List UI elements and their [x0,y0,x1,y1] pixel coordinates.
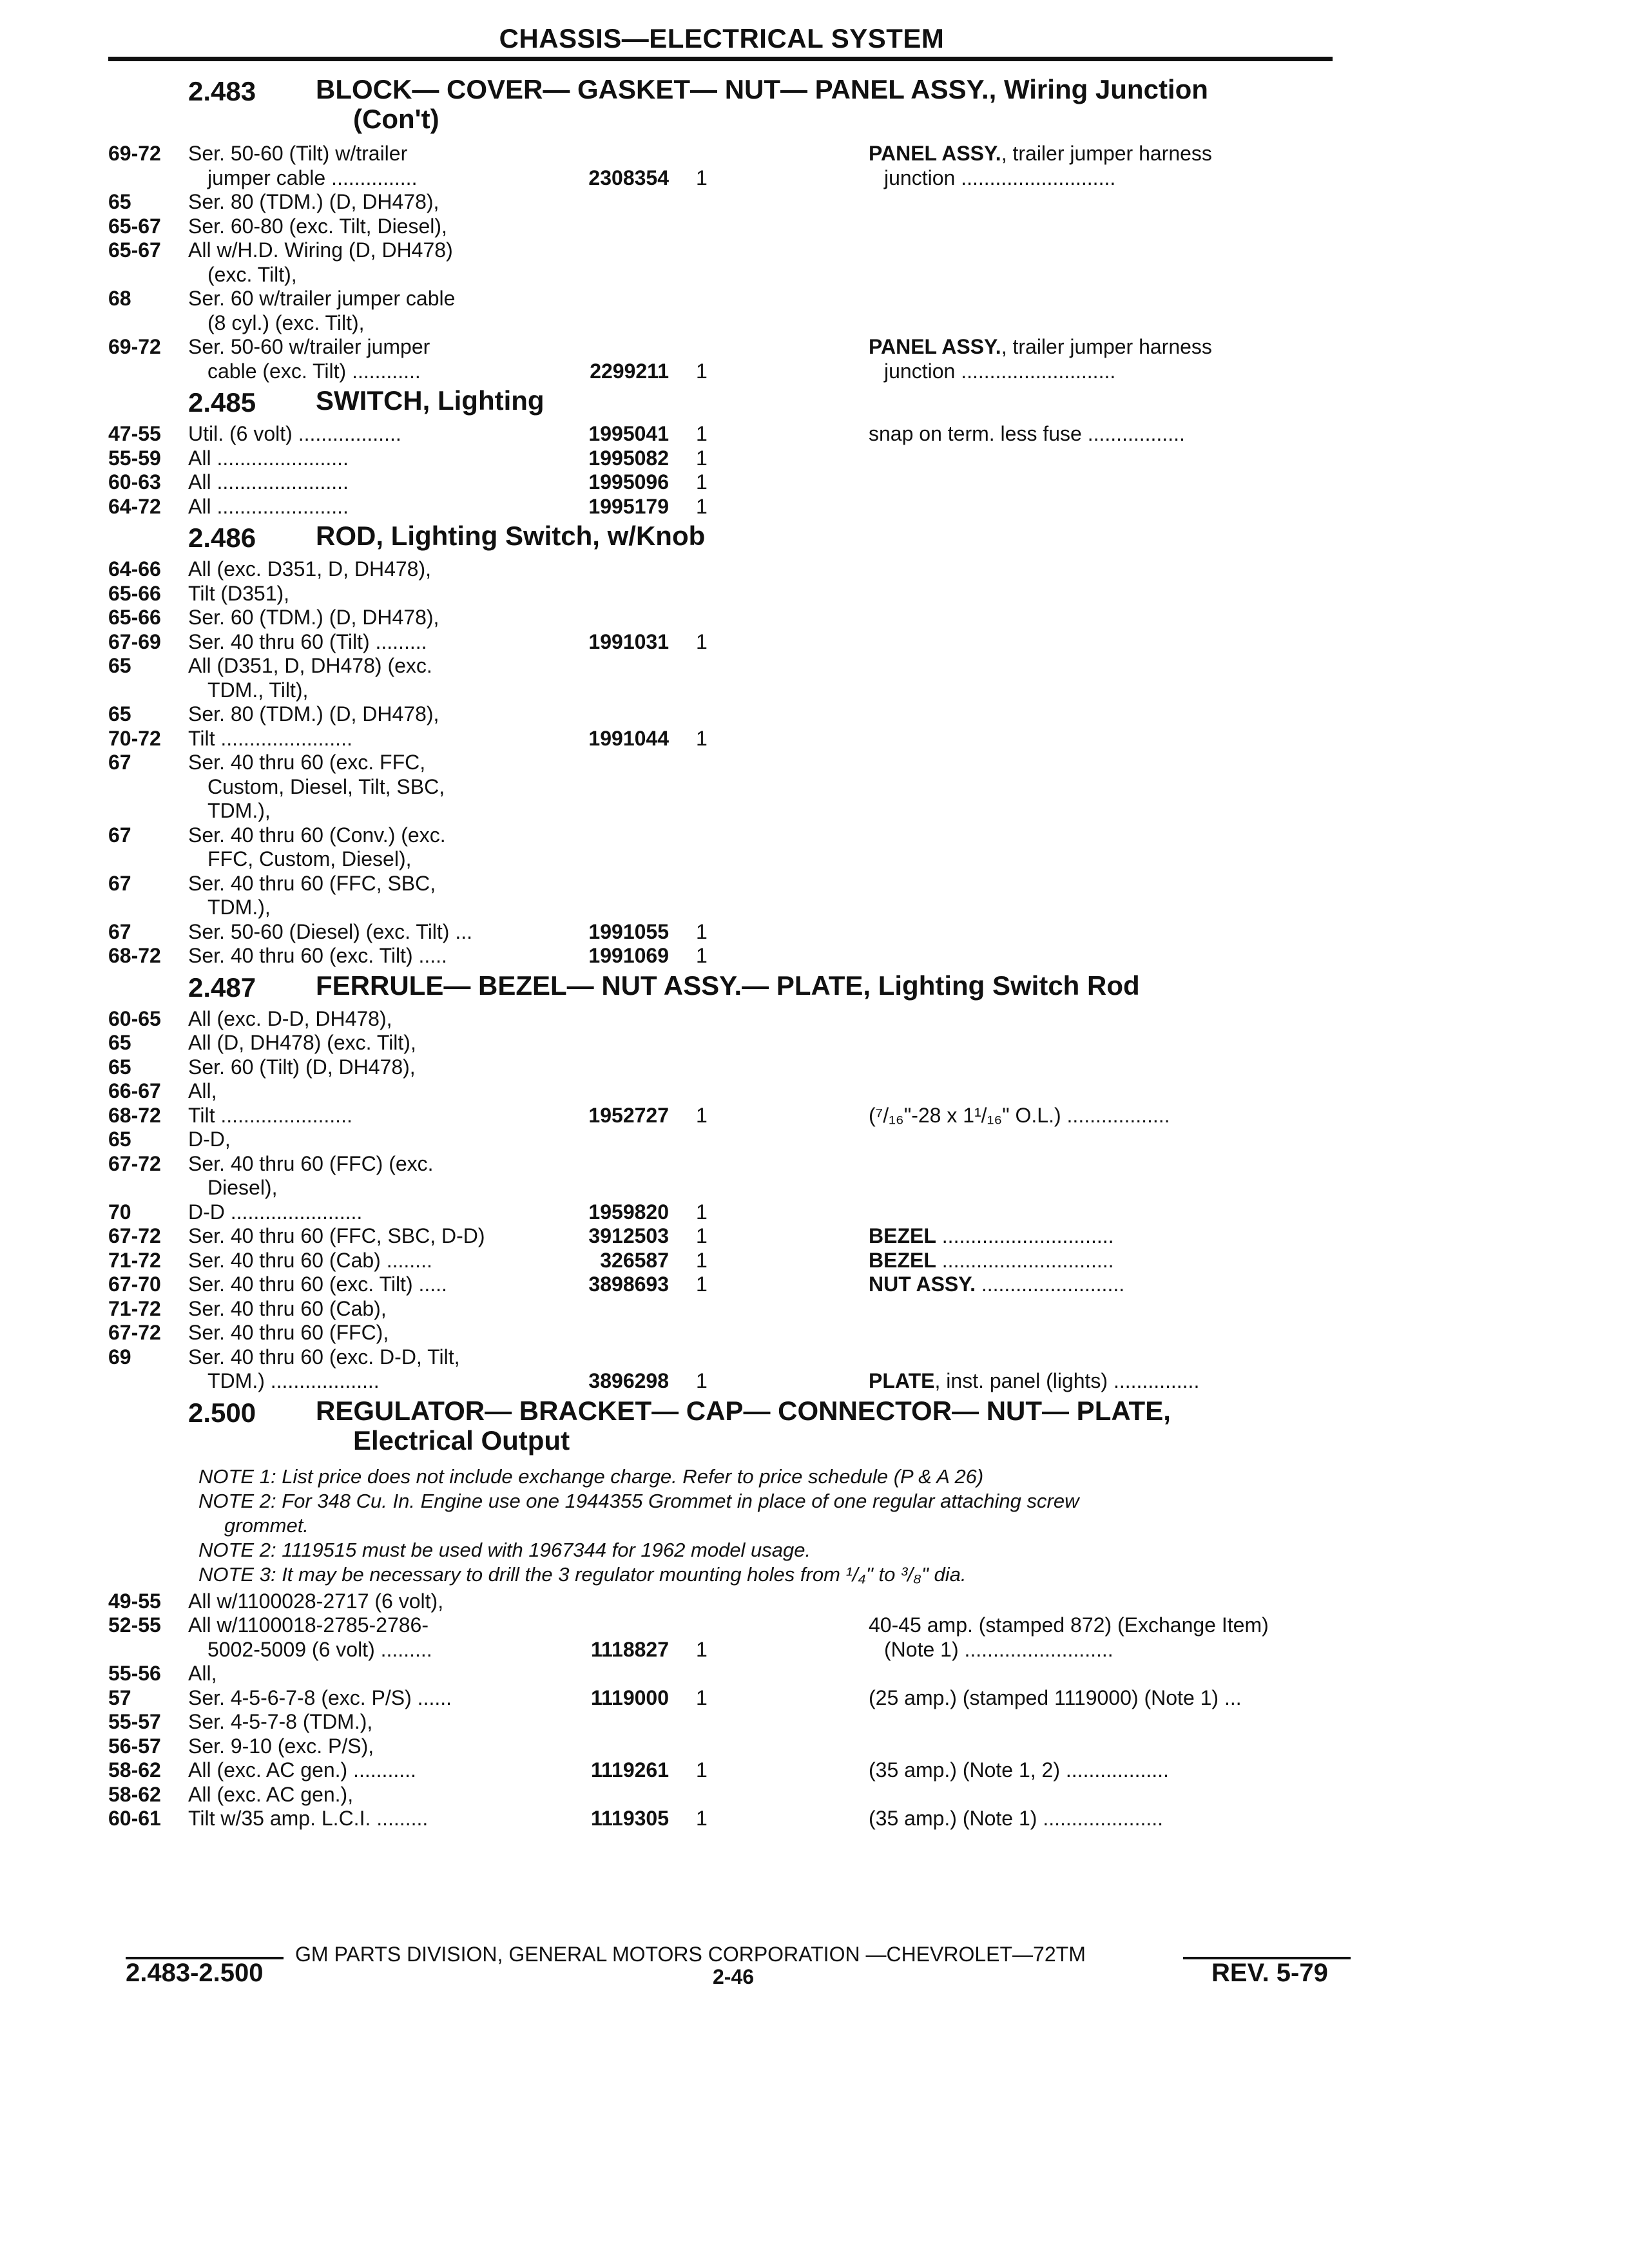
year-range: 52-55 [108,1613,161,1637]
description-part-name: PLATE [869,1369,935,1392]
parts-row [0,944,1629,968]
year-range: 47-55 [108,422,161,445]
application: Ser. 60-80 (exc. Tilt, Diesel), [188,214,447,238]
quantity: 1 [696,359,708,383]
description-text: ......................... [975,1273,1125,1296]
quantity: 1 [696,422,708,445]
description [884,1638,1113,1662]
application: Ser. 80 (TDM.) (D, DH478), [188,190,439,213]
part-number: 1119000 [590,1686,669,1709]
parts-row [0,1807,1629,1831]
application: Tilt ....................... [188,726,352,750]
description-text: (35 amp.) (Note 1) ..................... [869,1807,1164,1830]
application: Custom, Diesel, Tilt, SBC, [207,774,445,798]
part-number: 1118827 [590,1637,669,1661]
description-text: .............................. [936,1248,1114,1272]
description-text: .............................. [936,1224,1114,1247]
application: D-D, [188,1128,231,1151]
description-text: (Note 1) .......................... [884,1637,1113,1661]
section-title-text: REGULATOR— BRACKET— CAP— CONNECTOR— NUT— PLATE, [316,1395,1171,1426]
application: Ser. 40 thru 60 (Cab) ........ [188,1248,432,1272]
note [198,1538,1307,1562]
application: All (exc. D-D, DH478), [188,1006,392,1030]
parts-row [0,1224,1629,1249]
application: All ....................... [188,470,349,494]
description-text: junction ........................... [884,166,1116,189]
application: TDM.), [207,896,271,919]
year-range: 67-69 [108,629,161,653]
footer-page-number: 2-46 [713,1965,755,1988]
parts-row [0,1007,1629,1032]
application: Ser. 4-5-7-8 (TDM.), [188,1710,373,1733]
parts-row [0,1735,1629,1759]
application: Ser. 80 (TDM.) (D, DH478), [188,702,439,726]
description [869,1273,1124,1297]
parts-row [0,447,1629,471]
application: (8 cyl.) (exc. Tilt), [207,311,365,334]
year-range: 68-72 [108,1103,161,1127]
parts-row [0,557,1629,582]
section-title-text: FERRULE— BEZEL— NUT ASSY.— PLATE, Lighting Switch Rod [316,970,1140,1001]
part-number: 1991055 [588,919,669,943]
part-number: 2299211 [590,359,669,383]
year-range: 65 [108,654,131,677]
part-number: 1995082 [588,446,669,470]
description-text: snap on term. less fuse ................. [869,422,1185,445]
section-title-text: ROD, Lighting Switch, w/Knob [316,521,706,551]
parts-row [0,238,1629,263]
part-number: 326587 [600,1248,669,1272]
part-number: 1119261 [590,1758,669,1782]
quantity: 1 [696,1224,708,1247]
section-number: 2.486 [188,523,256,553]
year-range: 64-66 [108,557,161,581]
year-range: 70-72 [108,726,161,750]
parts-row [0,142,1629,166]
year-range: 65-66 [108,606,161,629]
application: TDM., Tilt), [207,678,309,702]
parts-row [0,335,1629,360]
parts-row [0,751,1629,775]
note [198,1465,1307,1489]
section-title-text: BLOCK— COVER— GASKET— NUT— PANEL ASSY., Wiring Junction [316,74,1208,104]
quantity: 1 [696,494,708,518]
application: jumper cable ............... [207,166,418,189]
application: All (exc. AC gen.) ........... [188,1758,416,1782]
quantity: 1 [696,166,708,189]
part-number: 1995041 [588,422,669,445]
year-range: 67-72 [108,1224,161,1247]
year-range: 65 [108,1055,131,1079]
parts-row [0,847,1629,872]
footer-revision: REV. 5-79 [1211,1959,1328,1987]
parts-row [0,775,1629,800]
quantity: 1 [696,1248,708,1272]
description [869,1807,1163,1831]
year-range: 67-72 [108,1151,161,1175]
section-number: 2.483 [188,76,256,106]
parts-row [0,263,1629,287]
year-range: 65-67 [108,238,161,262]
parts-row [0,1710,1629,1735]
section-header [0,1394,1629,1463]
year-range: 57 [108,1686,131,1709]
year-range: 68 [108,287,131,310]
quantity: 1 [696,470,708,494]
year-range: 65 [108,1031,131,1054]
quantity: 1 [696,1369,708,1392]
quantity: 1 [696,726,708,750]
parts-row [0,1200,1629,1225]
application: Ser. 50-60 (Tilt) w/trailer [188,142,408,165]
parts-row [0,1249,1629,1273]
year-range: 67 [108,919,131,943]
application: 5002-5009 (6 volt) ......... [207,1637,432,1661]
section-title [316,971,1321,1001]
year-range: 60-65 [108,1006,161,1030]
section-header [0,519,1629,557]
parts-row [0,896,1629,920]
description-part-name: NUT ASSY. [869,1273,976,1296]
part-number: 1952727 [588,1103,669,1127]
year-range: 69-72 [108,142,161,165]
description [869,1249,1114,1273]
parts-row [0,1297,1629,1321]
parts-row [0,654,1629,678]
parts-row [0,190,1629,215]
year-range: 60-61 [108,1807,161,1830]
section-title [316,75,1321,134]
description-part-name: PANEL ASSY. [869,142,1001,165]
section-number: 2.485 [188,387,256,418]
application: Ser. 4-5-6-7-8 (exc. P/S) ...... [188,1686,452,1709]
description [869,1369,1199,1394]
application: Ser. 40 thru 60 (exc. Tilt) ..... [188,1273,447,1296]
parts-row [0,582,1629,606]
application: Ser. 40 thru 60 (Conv.) (exc. [188,823,446,847]
part-number: 3896298 [588,1369,669,1392]
application: Ser. 40 thru 60 (exc. D-D, Tilt, [188,1345,460,1369]
year-range: 56-57 [108,1734,161,1758]
section-header [0,968,1629,1007]
application: Ser. 60 w/trailer jumper cable [188,287,456,310]
parts-row [0,360,1629,384]
parts-row [0,1128,1629,1152]
application: Ser. 50-60 w/trailer jumper [188,335,430,358]
parts-row [0,1783,1629,1807]
application: All, [188,1079,217,1102]
description-text: (35 amp.) (Note 1, 2) .................. [869,1758,1169,1782]
note-text: NOTE 1: List price does not include exchange charge. Refer to price schedule (P & A 26) [198,1465,984,1488]
parts-row [0,678,1629,703]
year-range: 55-59 [108,446,161,470]
quantity: 1 [696,629,708,653]
year-range: 65 [108,702,131,726]
application: Ser. 40 thru 60 (FFC, SBC, D-D) [188,1224,485,1247]
parts-row [0,1104,1629,1128]
year-range: 69-72 [108,335,161,358]
part-number: 1995096 [588,470,669,494]
application: Ser. 60 (TDM.) (D, DH478), [188,606,439,629]
year-range: 70 [108,1200,131,1224]
application: All (D351, D, DH478) (exc. [188,654,432,677]
application: Ser. 40 thru 60 (FFC, SBC, [188,871,436,895]
parts-row [0,1686,1629,1711]
parts-row [0,1152,1629,1177]
quantity: 1 [696,944,708,967]
description-text: , trailer jumper harness [1001,335,1212,358]
parts-row [0,823,1629,848]
year-range: 65-66 [108,581,161,605]
year-range: 69 [108,1345,131,1369]
part-number: 1119305 [590,1807,669,1830]
description [869,422,1185,447]
application: All w/1100028-2717 (6 volt), [188,1589,444,1613]
year-range: 58-62 [108,1782,161,1806]
application: Ser. 50-60 (Diesel) (exc. Tilt) ... [188,919,473,943]
header-rule [108,57,1333,61]
application: (exc. Tilt), [207,262,297,286]
application: TDM.), [207,799,271,822]
parts-row [0,1031,1629,1055]
section-title [316,521,1321,551]
year-range: 65-67 [108,214,161,238]
description [869,335,1212,360]
quantity: 1 [696,1807,708,1830]
application: All ....................... [188,446,349,470]
application: Tilt w/35 amp. L.C.I. ......... [188,1807,429,1830]
application: All (exc. D351, D, DH478), [188,557,432,581]
application: All w/H.D. Wiring (D, DH478) [188,238,453,262]
year-range: 55-57 [108,1710,161,1733]
application: Ser. 40 thru 60 (Tilt) ......... [188,629,427,653]
year-range: 67 [108,823,131,847]
parts-row [0,287,1629,311]
year-range: 49-55 [108,1589,161,1613]
section-number: 2.487 [188,972,256,1003]
quantity: 1 [696,1273,708,1296]
quantity: 1 [696,446,708,470]
description [884,360,1115,384]
parts-row [0,702,1629,727]
parts-listing [0,72,1629,1831]
year-range: 68-72 [108,944,161,967]
application: All ....................... [188,494,349,518]
parts-row [0,606,1629,630]
section-title-continued: Electrical Output [353,1425,570,1456]
year-range: 64-72 [108,494,161,518]
part-number: 1991031 [588,629,669,653]
description-text: 40-45 amp. (stamped 872) (Exchange Item) [869,1613,1269,1637]
year-range: 58-62 [108,1758,161,1782]
year-range: 67 [108,871,131,895]
part-number: 3898693 [588,1273,669,1296]
section-header [0,383,1629,422]
application: TDM.) ................... [207,1369,380,1392]
application: Tilt (D351), [188,581,290,605]
parts-row [0,166,1629,191]
section-title [316,1396,1321,1456]
application: All w/1100018-2785-2786- [188,1613,429,1637]
description-part-name: BEZEL [869,1224,936,1247]
parts-row [0,311,1629,336]
parts-row [0,1369,1629,1394]
part-number: 1991069 [588,944,669,967]
year-range: 55-56 [108,1662,161,1685]
section-header [0,72,1629,142]
parts-row [0,727,1629,751]
year-range: 65 [108,1128,131,1151]
application: Ser. 40 thru 60 (FFC), [188,1321,389,1344]
description-text: (25 amp.) (stamped 1119000) (Note 1) ... [869,1686,1242,1709]
parts-row [0,215,1629,239]
application: All, [188,1662,217,1685]
year-range: 67 [108,751,131,774]
description-part-name: PANEL ASSY. [869,335,1001,358]
parts-row [0,422,1629,447]
parts-row [0,1273,1629,1297]
section-title [316,386,1321,416]
parts-row [0,1590,1629,1614]
description-text: , inst. panel (lights) ............... [934,1369,1200,1392]
description-part-name: BEZEL [869,1248,936,1272]
quantity: 1 [696,1103,708,1127]
year-range: 66-67 [108,1079,161,1102]
quantity: 1 [696,1200,708,1224]
year-range: 71-72 [108,1248,161,1272]
parts-row [0,630,1629,655]
year-range: 67-70 [108,1273,161,1296]
note-text: NOTE 3: It may be necessary to drill the 3 regulator mounting holes from ¹/₄" to ³/₈" dia. [198,1562,967,1586]
description [869,1686,1242,1711]
note-text: NOTE 2: 1119515 must be used with 1967344 for 1962 model usage. [198,1538,811,1561]
parts-row [0,1662,1629,1686]
parts-row [0,920,1629,945]
application: Ser. 40 thru 60 (exc. FFC, [188,751,426,774]
note-text-continued: grommet. [224,1514,309,1537]
description-text: junction ........................... [884,359,1116,383]
application: Tilt ....................... [188,1103,352,1127]
application: Ser. 40 thru 60 (FFC) (exc. [188,1151,434,1175]
application: Ser. 60 (Tilt) (D, DH478), [188,1055,416,1079]
quantity: 1 [696,1686,708,1709]
application: Ser. 40 thru 60 (Cab), [188,1296,387,1320]
application: Ser. 40 thru 60 (exc. Tilt) ..... [188,944,447,967]
parts-row [0,1638,1629,1662]
section-title-continued: (Con't) [353,104,439,134]
note-text: NOTE 2: For 348 Cu. In. Engine use one 1944355 Grommet in place of one regular attaching screw [198,1489,1079,1512]
application: Util. (6 volt) .................. [188,422,401,445]
page-header-title: CHASSIS—ELECTRICAL SYSTEM [499,23,945,53]
section-title-text: SWITCH, Lighting [316,385,545,416]
application: Ser. 9-10 (exc. P/S), [188,1734,374,1758]
part-number: 3912503 [588,1224,669,1247]
parts-row [0,1613,1629,1638]
parts-row [0,1055,1629,1080]
quantity: 1 [696,1758,708,1782]
part-number: 1991044 [588,726,669,750]
description [884,166,1115,191]
application: FFC, Custom, Diesel), [207,847,412,870]
parts-row [0,470,1629,495]
part-number: 2308354 [588,166,669,189]
section-number: 2.500 [188,1397,256,1428]
application: cable (exc. Tilt) ............ [207,359,421,383]
note [198,1562,1307,1587]
parts-row [0,495,1629,519]
quantity: 1 [696,1637,708,1661]
application: Diesel), [207,1176,278,1199]
year-range: 60-63 [108,470,161,494]
description [869,1104,1170,1128]
parts-row [0,1758,1629,1783]
description [869,142,1212,166]
application: All (exc. AC gen.), [188,1782,354,1806]
note [198,1489,1307,1538]
parts-row [0,1345,1629,1370]
year-range: 71-72 [108,1296,161,1320]
year-range: 65 [108,190,131,213]
parts-row [0,872,1629,896]
quantity: 1 [696,919,708,943]
parts-row [0,799,1629,823]
footer-section-range: 2.483-2.500 [126,1959,264,1987]
footer-publisher: GM PARTS DIVISION, GENERAL MOTORS CORPORATION —CHEVROLET—72TM [295,1943,1086,1966]
description [869,1758,1169,1783]
application: All (D, DH478) (exc. Tilt), [188,1031,416,1054]
part-number: 1995179 [588,494,669,518]
application: D-D ....................... [188,1200,363,1224]
parts-row [0,1321,1629,1345]
parts-row [0,1079,1629,1104]
part-number: 1959820 [588,1200,669,1224]
year-range: 67-72 [108,1321,161,1344]
description [869,1224,1114,1249]
description-text: (⁷/₁₆"-28 x 1¹/₁₆" O.L.) .................. [869,1103,1170,1127]
section-notes [0,1463,1629,1590]
description [869,1613,1269,1638]
description-text: , trailer jumper harness [1001,142,1212,165]
parts-row [0,1176,1629,1200]
